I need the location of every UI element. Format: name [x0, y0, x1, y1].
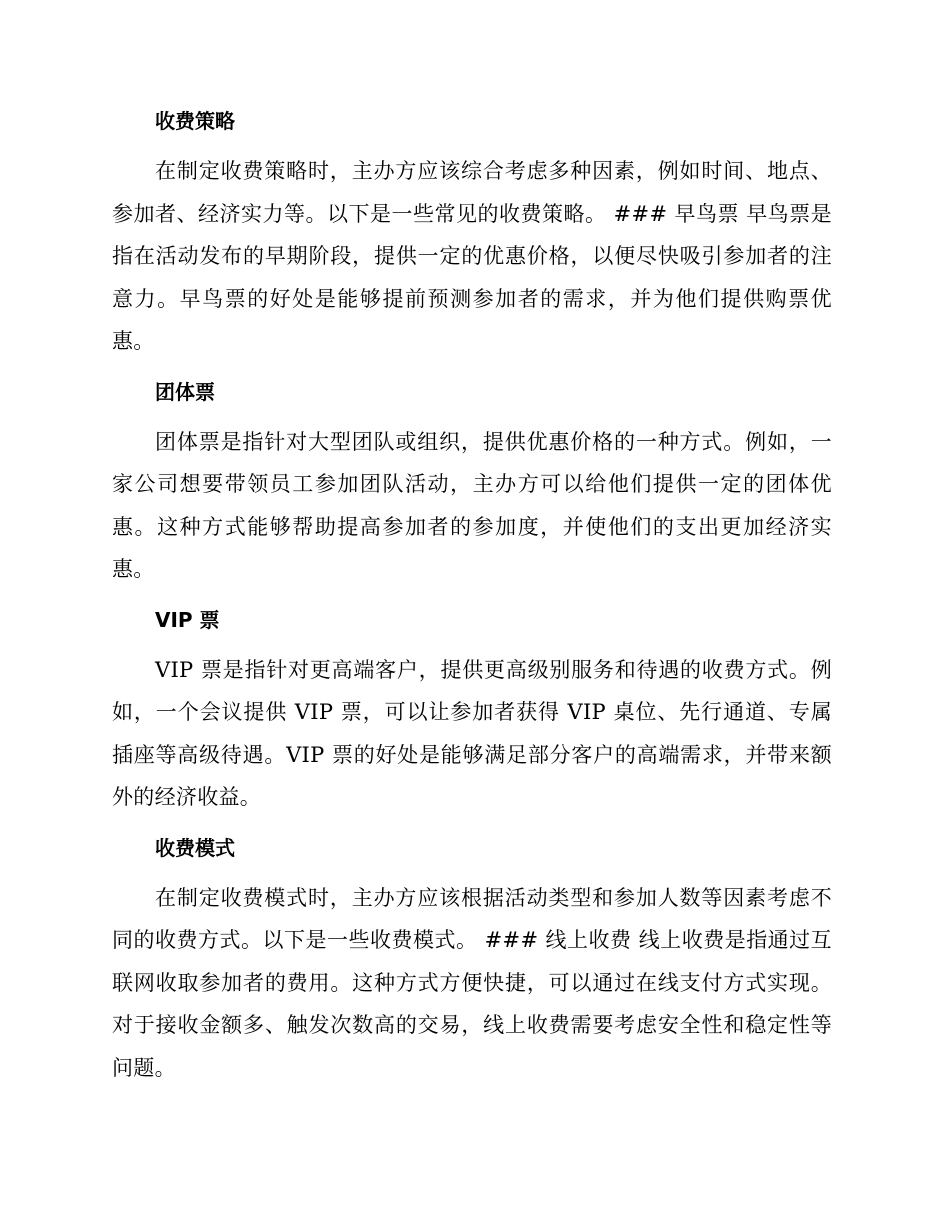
section-paragraph-group-ticket: 团体票是指针对大型团队或组织，提供优惠价格的一种方式。例如，一家公司想要带领员工参加团队活动，主办方可以给他们提供一定的团体优惠。这种方式能够帮助提高参加者的参加度，并使他们的支出更加经济实惠。 — [112, 429, 832, 581]
section-paragraph-fee-model: 在制定收费模式时，主办方应该根据活动类型和参加人数等因素考虑不同的收费方式。以下是一些收费模式。 ### 线上收费 线上收费是指通过互联网收取参加者的费用。这种方式方便快捷，可以通过在线支付方式实现。对于接收金额多、触发次数高的交易，线上收费需要考虑安全性和稳定性等问题。 — [112, 885, 832, 1080]
document-page — [112, 106, 832, 1089]
section-paragraph-vip-ticket: VIP 票是指针对更高端客户，提供更高级别服务和待遇的收费方式。例如，一个会议提供 VIP 票，可以让参加者获得 VIP 桌位、先行通道、专属插座等高级待遇。VIP 票的好处是能够满足部分客户的高端需求，并带来额外的经济收益。 — [112, 657, 832, 809]
section-heading-group-ticket: 团体票 — [155, 379, 215, 404]
section-heading-vip-ticket: VIP 票 — [155, 607, 220, 632]
section-heading-fee-model: 收费模式 — [155, 835, 235, 860]
section-heading-fee-strategy: 收费策略 — [155, 109, 235, 133]
section-paragraph-fee-strategy: 在制定收费策略时，主办方应该综合考虑多种因素，例如时间、地点、参加者、经济实力等。以下是一些常见的收费策略。 ### 早鸟票 早鸟票是指在活动发布的早期阶段，提供一定的优惠价格，以便尽快吸引参加者的注意力。早鸟票的好处是能够提前预测参加者的需求，并为他们提供购票优惠。 — [112, 159, 832, 353]
